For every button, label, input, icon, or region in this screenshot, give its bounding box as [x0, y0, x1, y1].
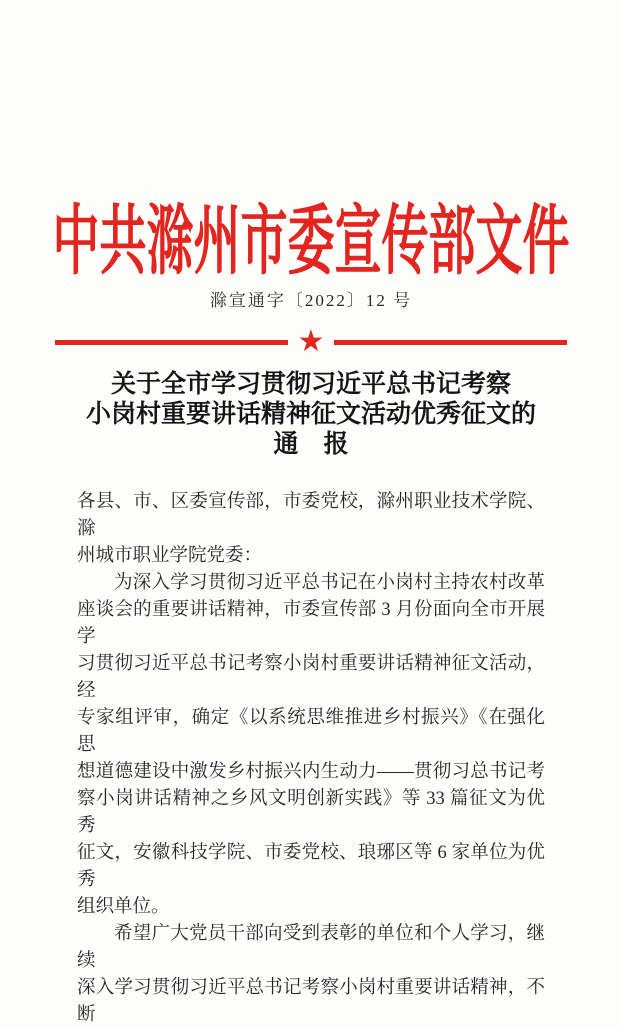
document-title-line: 关于全市学习贯彻习近平总书记考察 — [110, 371, 511, 398]
body-line: 座谈会的重要讲话精神，市委宣传部 3 月份面向全市开展学 — [77, 600, 545, 647]
body-line: 组织单位。 — [77, 897, 170, 917]
body-line: 想道德建设中激发乡村振兴内生动力——贯彻习总书记考 — [77, 762, 545, 782]
body-line: 察小岗讲话精神之乡风文明创新实践》等 33 篇征文为优秀 — [77, 789, 545, 836]
document-body — [77, 489, 545, 1029]
red-divider — [55, 325, 567, 358]
divider-line-left — [55, 340, 288, 345]
body-line: 习贯彻习近平总书记考察小岗村重要讲话精神征文活动，经 — [77, 654, 545, 701]
divider-line-right — [334, 340, 567, 345]
salutation-line: 各县、市、区委宣传部，市委党校，滁州职业技术学院、滁 — [77, 492, 545, 539]
star-icon: ★ — [297, 325, 325, 358]
body-line: 希望广大党员干部向受到表彰的单位和个人学习，继续 — [77, 924, 545, 971]
document-title — [0, 370, 622, 460]
document-title-line: 小岗村重要讲话精神征文活动优秀征文的 — [85, 401, 536, 428]
body-line: 为深入学习贯彻习近平总书记在小岗村主持农村改革 — [114, 573, 545, 593]
body-line: 深入学习贯彻习近平总书记考察小岗村重要讲话精神，不断 — [77, 978, 545, 1025]
document-title-line: 通 报 — [273, 431, 349, 458]
document-number: 滁宣通字〔2022〕12 号 — [209, 291, 413, 310]
red-header-title: 中共滁州市委宣传部文件 — [52, 200, 570, 285]
body-line: 征文，安徽科技学院、市委党校、琅琊区等 6 家单位为优秀 — [77, 843, 545, 890]
salutation-line: 州城市职业学院党委： — [77, 546, 263, 566]
body-line: 专家组评审，确定《以系统思维推进乡村振兴》《在强化思 — [77, 708, 545, 755]
